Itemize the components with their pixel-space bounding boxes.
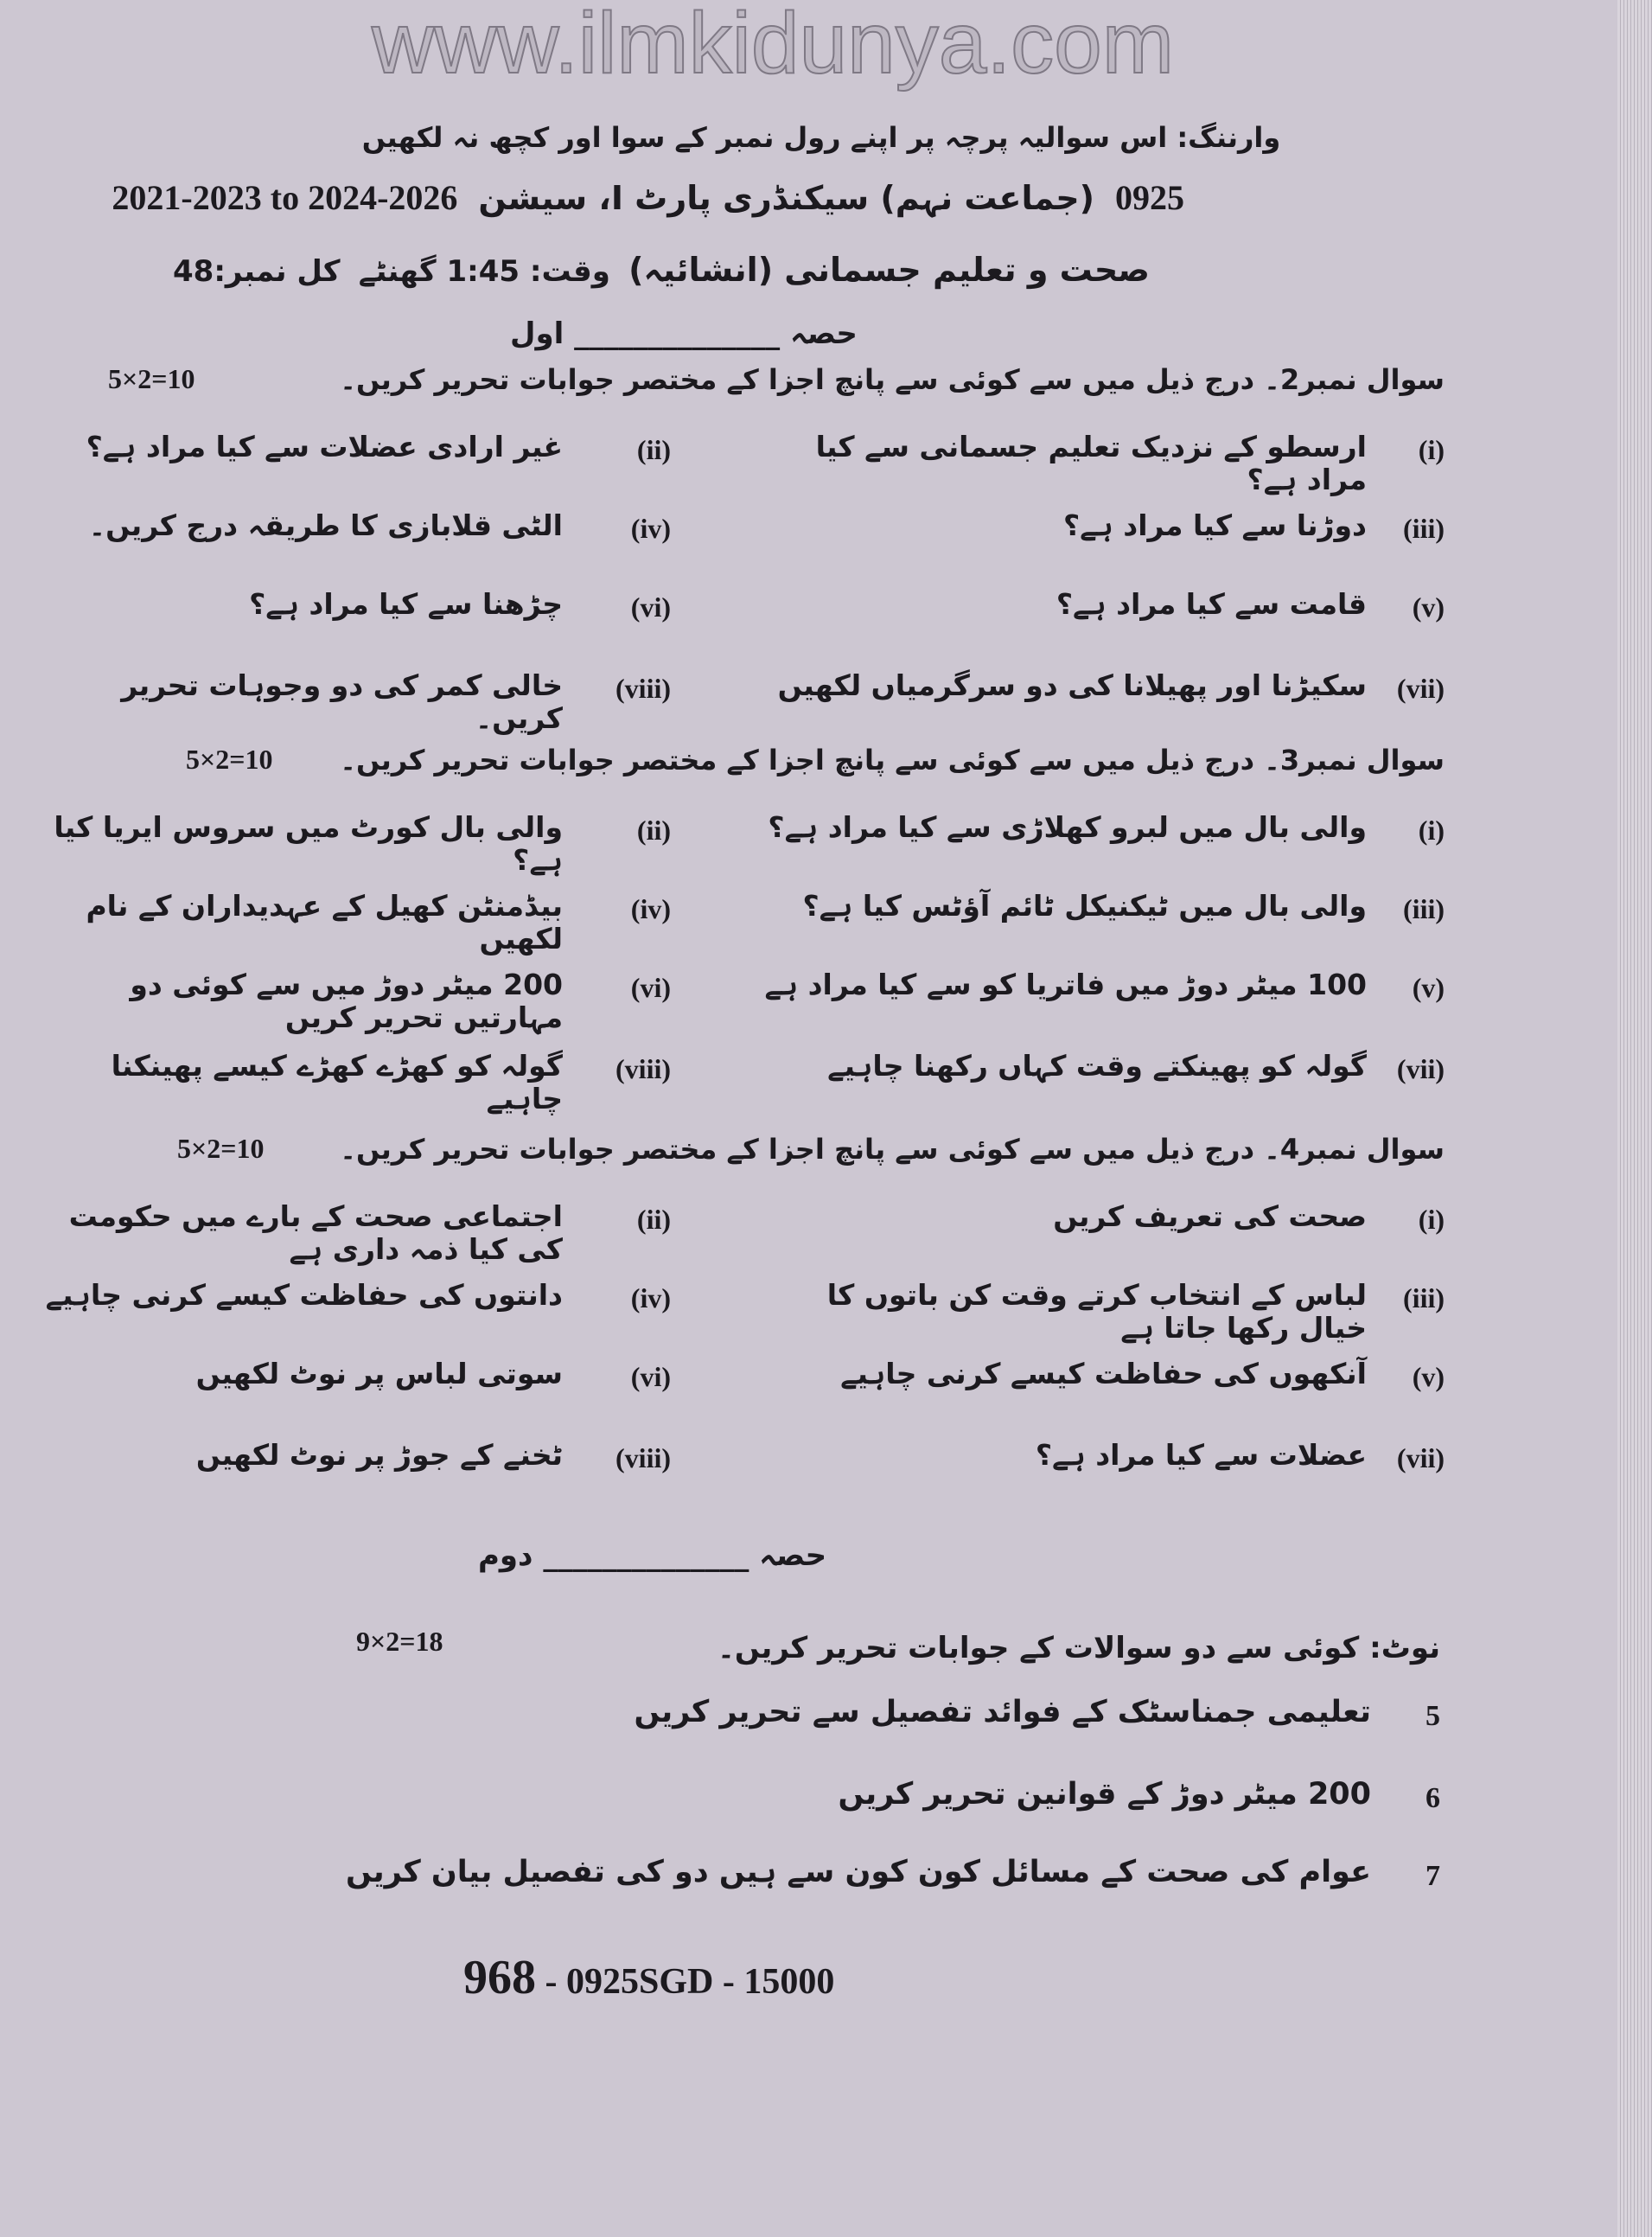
item-number: (vi) (630, 972, 671, 1003)
question-item: چڑھنا سے کیا مراد ہے؟ (249, 587, 563, 621)
question-heading: سوال نمبر3۔ درج ذیل میں سے کوئی سے پانچ اجزا کے مختصر جوابات تحریر کریں۔ (340, 744, 1445, 777)
question-item: عضلات سے کیا مراد ہے؟ (1035, 1438, 1367, 1472)
long-question-text: 200 میٹر دوڑ کے قوانین تحریر کریں (838, 1777, 1371, 1812)
long-question-number: 5 (1426, 1700, 1440, 1732)
time-allowed: وقت: 1:45 گھنٹے (358, 254, 610, 289)
question-marks: 5×2=10 (108, 363, 195, 394)
item-number: (iii) (1403, 893, 1445, 924)
question-item: ٹخنے کے جوڑ پر نوٹ لکھیں (195, 1438, 563, 1472)
print-count: 15000 (743, 1962, 835, 2002)
question-heading: سوال نمبر4۔ درج ذیل میں سے کوئی سے پانچ اجزا کے مختصر جوابات تحریر کریں۔ (340, 1133, 1445, 1166)
item-number: (iv) (630, 1282, 671, 1313)
subject-title: صحت و تعلیم جسمانی (انشائیہ) (628, 251, 1150, 289)
class-line: (جماعت نہم) سیکنڈری پارٹ I، سیشن (478, 179, 1094, 217)
question-item: لباس کے انتخاب کرتے وقت کن باتوں کا خیال رکھا جاتا ہے (826, 1278, 1367, 1345)
question-item: بیڈمنٹن کھیل کے عہدیداران کے نام لکھیں (86, 889, 563, 956)
long-question-number: 6 (1426, 1782, 1440, 1814)
paper-stack-edge (1617, 0, 1652, 2237)
item-number: (iii) (1403, 1282, 1445, 1313)
long-question-number: 7 (1426, 1860, 1440, 1892)
item-number: (vi) (630, 1361, 671, 1392)
item-number: (ii) (636, 1204, 671, 1235)
serial-number: 968 (463, 1951, 536, 2004)
question-item: آنکھوں کی حفاظت کیسے کرنی چاہیے (840, 1357, 1367, 1390)
item-number: (v) (1412, 972, 1445, 1003)
item-number: (vi) (630, 591, 671, 623)
question-item: سکیڑنا اور پھیلانا کی دو سرگرمیاں لکھیں (777, 668, 1367, 702)
question-item: قامت سے کیا مراد ہے؟ (1056, 587, 1367, 621)
item-number: (iv) (630, 513, 671, 544)
subject-row (173, 251, 1150, 289)
question-item: والی بال میں ٹیکنیکل ٹائم آؤٹس کیا ہے؟ (802, 889, 1367, 923)
item-number: (viii) (616, 673, 671, 704)
item-number: (viii) (616, 1442, 671, 1473)
question-item: 100 میٹر دوڑ میں فاتریا کو سے کیا مراد ہے (764, 968, 1367, 1001)
total-marks: کل نمبر:48 (173, 254, 341, 289)
session: 2021-2023 to 2024-2026 (112, 178, 458, 217)
part-2-label: حصہ ______________ دوم (478, 1538, 827, 1573)
item-number: (vii) (1396, 1442, 1445, 1473)
item-number: (i) (1418, 434, 1445, 465)
part-2-note: نوٹ: کوئی سے دو سوالات کے جوابات تحریر کریں۔ (717, 1631, 1440, 1665)
question-item: والی بال میں لبرو کھلاڑی سے کیا مراد ہے؟ (768, 810, 1367, 844)
title-row (112, 177, 1184, 218)
question-item: اجتماعی صحت کے بارے میں حکومت کی کیا ذمہ داری ہے (68, 1199, 563, 1266)
paper-code: 0925 (1115, 178, 1184, 217)
question-item: 200 میٹر دوڑ میں سے کوئی دو مہارتیں تحریر کریں (130, 968, 563, 1034)
item-number: (ii) (636, 815, 671, 846)
item-number: (ii) (636, 434, 671, 465)
question-item: صحت کی تعریف کریں (1053, 1199, 1367, 1233)
item-number: (iv) (630, 893, 671, 924)
item-number: (i) (1418, 1204, 1445, 1235)
long-question-text: عوام کی صحت کے مسائل کون کون سے ہیں دو کی تفصیل بیان کریں (345, 1855, 1371, 1889)
item-number: (vii) (1396, 1053, 1445, 1084)
item-number: (v) (1412, 591, 1445, 623)
item-number: (vii) (1396, 673, 1445, 704)
watermark: www.ilmkidunya.com (372, 0, 1175, 92)
question-heading: سوال نمبر2۔ درج ذیل میں سے کوئی سے پانچ اجزا کے مختصر جوابات تحریر کریں۔ (340, 363, 1445, 396)
question-item: غیر ارادی عضلات سے کیا مراد ہے؟ (86, 430, 563, 463)
question-item: گولہ کو پھینکتے وقت کہاں رکھنا چاہیے (827, 1049, 1367, 1083)
question-item: دانتوں کی حفاظت کیسے کرنی چاہیے (45, 1278, 563, 1312)
question-item: دوڑنا سے کیا مراد ہے؟ (1062, 508, 1367, 542)
question-item: سوتی لباس پر نوٹ لکھیں (195, 1357, 563, 1390)
footer-code (463, 1950, 834, 2005)
question-marks: 5×2=10 (177, 1133, 265, 1164)
question-item: الٹی قلابازی کا طریقہ درج کریں۔ (88, 508, 563, 542)
item-number: (i) (1418, 815, 1445, 846)
part-2-marks: 9×2=18 (356, 1626, 443, 1657)
question-item: ارسطو کے نزدیک تعلیم جسمانی سے کیا مراد ہے؟ (815, 430, 1367, 496)
item-number: (v) (1412, 1361, 1445, 1392)
paper-id: - 0925SGD - (545, 1962, 735, 2002)
warning-text: وارننگ: اس سوالیہ پرچہ پر اپنے رول نمبر کے سوا اور کچھ نہ لکھیں (361, 121, 1281, 154)
part-1-label: حصہ ______________ اول (510, 316, 858, 351)
question-marks: 5×2=10 (186, 744, 273, 775)
question-item: گولہ کو کھڑے کھڑے کیسے پھینکنا چاہیے (111, 1049, 563, 1115)
question-item: خالی کمر کی دو وجوہات تحریر کریں۔ (121, 668, 563, 735)
item-number: (viii) (616, 1053, 671, 1084)
question-item: والی بال کورٹ میں سروس ایریا کیا ہے؟ (54, 810, 563, 877)
long-question-text: تعلیمی جمناسٹک کے فوائد تفصیل سے تحریر کریں (634, 1695, 1371, 1729)
item-number: (iii) (1403, 513, 1445, 544)
